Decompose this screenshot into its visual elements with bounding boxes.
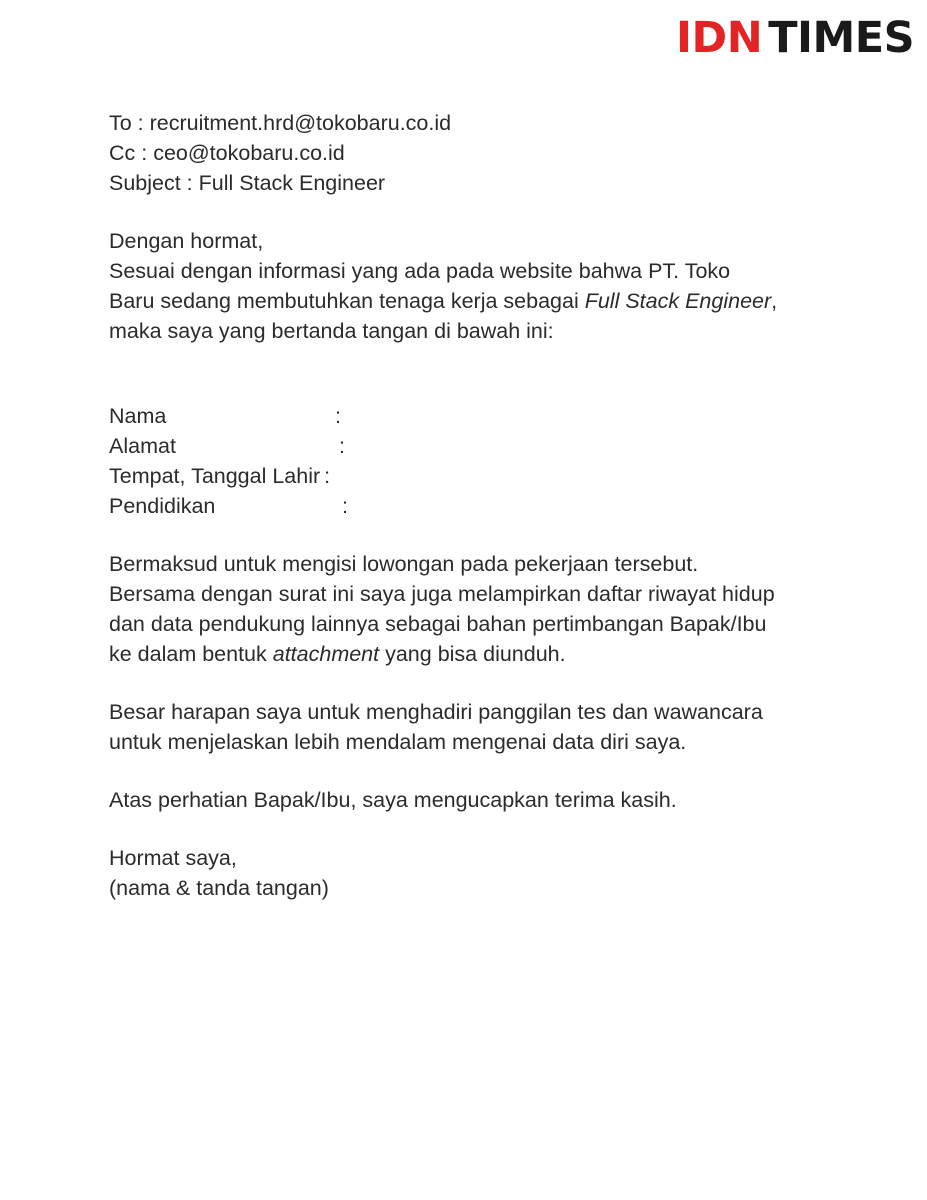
- closing: [109, 843, 849, 903]
- field-colon: :: [342, 494, 348, 518]
- logo-times: TIMES: [768, 13, 915, 63]
- body1-line-1: Bermaksud untuk mengisi lowongan pada pekerjaan tersebut.: [109, 552, 699, 576]
- position-name: Full Stack Engineer: [584, 289, 772, 313]
- body1-line-3: dan data pendukung lainnya sebagai bahan pertimbangan Bapak/Ibu: [109, 612, 767, 636]
- email-header: [109, 108, 849, 198]
- opening-line-3: maka saya yang bertanda tangan di bawah ini:: [109, 319, 554, 343]
- greeting: Dengan hormat,: [109, 229, 264, 253]
- field-label: Tempat, Tanggal Lahir: [109, 464, 321, 488]
- body1-line-4: [109, 639, 849, 669]
- opening-line-2: [109, 286, 849, 316]
- body2-line-2: untuk menjelaskan lebih mendalam mengenai data diri saya.: [109, 730, 687, 754]
- field-pendidikan: [109, 491, 849, 521]
- opening-paragraph: [109, 226, 849, 346]
- cc-line: Cc : ceo@tokobaru.co.id: [109, 141, 345, 165]
- field-colon: :: [339, 434, 345, 458]
- idn-times-logo: [676, 14, 914, 62]
- closing-line-1: Hormat saya,: [109, 846, 237, 870]
- closing-line-2: (nama & tanda tangan): [109, 876, 329, 900]
- personal-data-fields: [109, 401, 849, 521]
- field-label: Alamat: [109, 434, 176, 458]
- field-label: Nama: [109, 404, 167, 428]
- subject-line: Subject : Full Stack Engineer: [109, 171, 386, 195]
- body1-line-2: Bersama dengan surat ini saya juga melampirkan daftar riwayat hidup: [109, 582, 775, 606]
- body-paragraph-1: [109, 549, 849, 669]
- to-line: To : recruitment.hrd@tokobaru.co.id: [109, 111, 452, 135]
- opening-line-2-start: Baru sedang membutuhkan tenaga kerja sebagai: [109, 289, 585, 313]
- body1-line-4-end: yang bisa diunduh.: [379, 642, 566, 666]
- opening-line-1: Sesuai dengan informasi yang ada pada website bahwa PT. Toko: [109, 259, 731, 283]
- body1-line-4-start: ke dalam bentuk: [109, 642, 273, 666]
- opening-line-2-end: ,: [771, 289, 778, 313]
- field-colon: :: [324, 464, 331, 488]
- field-alamat: [109, 431, 849, 461]
- thanks-line: Atas perhatian Bapak/Ibu, saya mengucapkan terima kasih.: [109, 788, 677, 812]
- field-colon: :: [335, 404, 341, 428]
- cover-letter: [109, 108, 849, 903]
- field-tempat-tanggal-lahir: [109, 461, 849, 491]
- body2-line-1: Besar harapan saya untuk menghadiri panggilan tes dan wawancara: [109, 700, 763, 724]
- field-nama: [109, 401, 849, 431]
- field-label: Pendidikan: [109, 494, 216, 518]
- body-paragraph-2: [109, 697, 849, 757]
- logo-idn: IDN: [676, 13, 763, 63]
- attachment-word: attachment: [272, 642, 380, 666]
